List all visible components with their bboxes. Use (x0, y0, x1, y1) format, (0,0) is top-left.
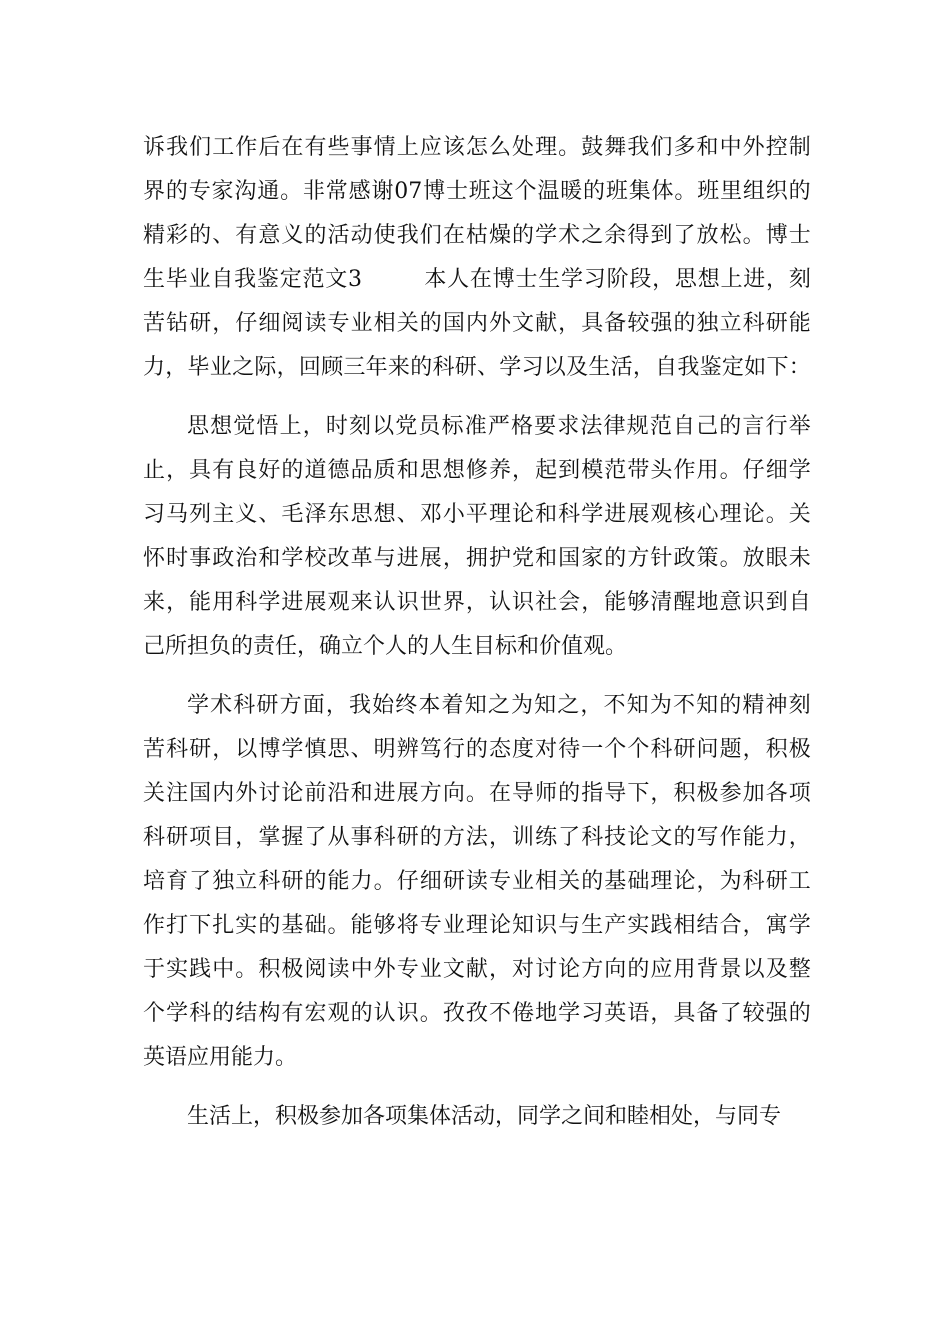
text-line: 怀 时 事 政 治 和 学 校 改 革 与 进 展 ， 拥 护 党 和 国 家 的 方 针 政 策 。 放 眼 未 (143, 546, 811, 571)
paragraph (143, 126, 811, 390)
text-line: 己所担负的责任，确立个人的人生目标和价值观。 (143, 634, 628, 659)
text-line: 来 ， 能 用 科 学 进 展 观 来 认 识 世 界 ， 认 识 社 会 ， 能 够 清 醒 地 意 识 到 自 (143, 590, 811, 615)
document-body (143, 126, 811, 1139)
text-line: 生 毕 业 自 我 鉴 定 范 文 3 本 人 在 博 士 生 学 习 阶 段 ， 思 想 上 进 ， 刻 (143, 267, 811, 292)
paragraph (143, 1095, 811, 1139)
text-line: 力 ， 毕 业 之 际 ， 回 顾 三 年 来 的 科 研 、 学 习 以 及 生 活 ， 自 我 鉴 定 如 下 ： (143, 355, 811, 380)
text-line: 关 注 国 内 外 讨 论 前 沿 和 进 展 方 向 。 在 导 师 的 指 导 下 ， 积 极 参 加 各 项 (143, 781, 811, 806)
paragraph-gap (143, 1080, 811, 1095)
paragraph-gap (143, 390, 811, 405)
text-line: 苦 钻 研 ， 仔 细 阅 读 专 业 相 关 的 国 内 外 文 献 ， 具 备 较 强 的 独 立 科 研 能 (143, 311, 811, 336)
text-line: 止 ， 具 有 良 好 的 道 德 品 质 和 思 想 修 养 ， 起 到 模 范 带 头 作 用 。 仔 细 学 (143, 458, 811, 483)
text-line: 习 马 列 主 义 、 毛 泽 东 思 想 、 邓 小 平 理 论 和 科 学 进 展 观 核 心 理 论 。 关 (143, 502, 811, 527)
paragraph (143, 405, 811, 669)
text-line: 思 想 觉 悟 上 ， 时 刻 以 党 员 标 准 严 格 要 求 法 律 规 范 自 己 的 言 行 举 (187, 414, 811, 439)
text-line: 培 育 了 独 立 科 研 的 能 力 。 仔 细 研 读 专 业 相 关 的 基 础 理 论 ， 为 科 研 工 (143, 869, 811, 894)
text-line: 学 术 科 研 方 面 ， 我 始 终 本 着 知 之 为 知 之 ， 不 知 为 不 知 的 精 神 刻 (187, 693, 811, 718)
text-line: 个 学 科 的 结 构 有 宏 观 的 认 识 。 孜 孜 不 倦 地 学 习 英 语 ， 具 备 了 较 强 的 (143, 1001, 811, 1026)
text-line: 精 彩 的 、 有 意 义 的 活 动 使 我 们 在 枯 燥 的 学 术 之 余 得 到 了 放 松 。 博 士 (143, 223, 811, 248)
text-line: 界 的 专 家 沟 通 。 非 常 感 谢 07 博 士 班 这 个 温 暖 的 班 集 体 。 班 里 组 织 的 (143, 179, 811, 204)
text-line: 科 研 项 目 ， 掌 握 了 从 事 科 研 的 方 法 ， 训 练 了 科 技 论 文 的 写 作 能 力 ， (143, 825, 811, 850)
text-line: 诉 我 们 工 作 后 在 有 些 事 情 上 应 该 怎 么 处 理 。 鼓 舞 我 们 多 和 中 外 控 制 (143, 135, 811, 160)
paragraph (143, 684, 811, 1080)
paragraph-gap (143, 669, 811, 684)
text-line: 苦 科 研 ， 以 博 学 慎 思 、 明 辨 笃 行 的 态 度 对 待 一 个 个 科 研 问 题 ， 积 极 (143, 737, 811, 762)
text-line: 生活上，积极参加各项集体活动，同学之间和睦相处，与同专 (187, 1104, 782, 1129)
text-line: 于 实 践 中 。 积 极 阅 读 中 外 专 业 文 献 ， 对 讨 论 方 向 的 应 用 背 景 以 及 整 (143, 957, 811, 982)
text-line: 英语应用能力。 (143, 1045, 298, 1070)
text-line: 作 打 下 扎 实 的 基 础 。 能 够 将 专 业 理 论 知 识 与 生 产 实 践 相 结 合 ， 寓 学 (143, 913, 811, 938)
